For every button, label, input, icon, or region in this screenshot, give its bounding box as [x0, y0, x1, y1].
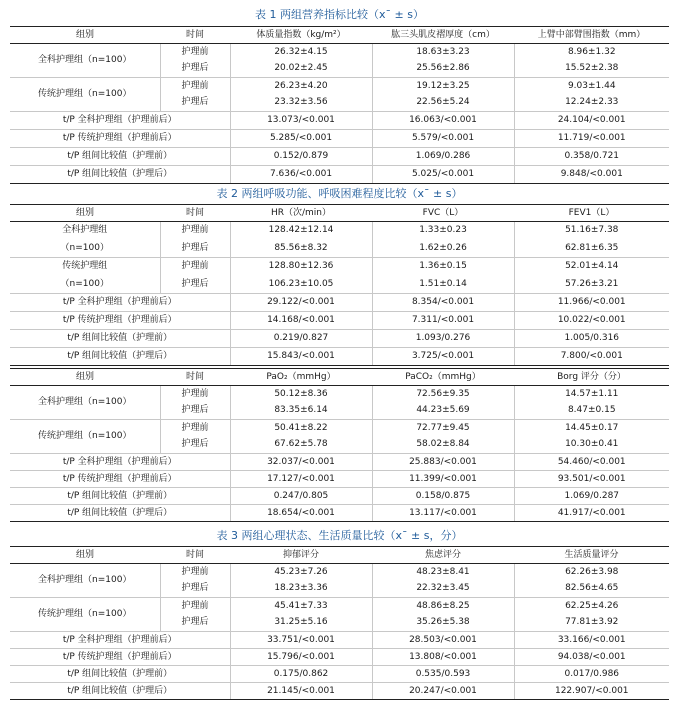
header-col2: 肱三头肌皮褶厚度（cm） — [372, 27, 514, 44]
value-cell: 1.51±0.14 — [372, 276, 514, 294]
table3-caption: 表 3 两组心理状态、生活质量比较（x¯ ± s，分） — [216, 529, 463, 542]
stat-value: 1.069/0.286 — [372, 148, 514, 166]
stat-label: t/P 传统护理组（护理前后） — [10, 649, 230, 666]
stat-label: t/P 全科护理组（护理前后） — [10, 454, 230, 471]
value-cell: 62.25±4.26 — [514, 598, 669, 615]
value-cell: 8.47±0.15 — [567, 405, 616, 416]
stat-value: 32.037/<0.001 — [230, 454, 372, 471]
stat-value: 13.117/<0.001 — [372, 505, 514, 522]
stat-value: 54.460/<0.001 — [514, 454, 669, 471]
header-col3: Borg 评分（分） — [514, 369, 669, 386]
stat-value: 0.535/0.593 — [372, 666, 514, 683]
stat-value: 11.719/<0.001 — [514, 130, 669, 148]
time-cell: 护理前 — [160, 44, 230, 61]
value-cell: 52.01±4.14 — [514, 258, 669, 276]
group-size: （n=100） — [10, 240, 160, 258]
stat-label: t/P 全科护理组（护理前后） — [10, 632, 230, 649]
time-cell: 护理后 — [160, 615, 230, 632]
group-label: 传统护理组（n=100） — [10, 598, 160, 632]
time-cell: 护理前 — [160, 222, 230, 240]
stat-value: 21.145/<0.001 — [230, 683, 372, 700]
value-cell: 128.42±12.14 — [230, 222, 372, 240]
table2-continued — [10, 368, 669, 522]
header-time: 时间 — [160, 205, 230, 222]
value-cell: 77.81±3.92 — [565, 617, 619, 628]
value-cell: 14.45±0.17 — [514, 420, 669, 437]
time-cell: 护理后 — [160, 61, 230, 78]
stat-value: 13.808/<0.001 — [372, 649, 514, 666]
value-cell: 44.23±5.69 — [372, 403, 514, 420]
time-cell: 护理前 — [160, 420, 230, 437]
stat-value: 1.093/0.276 — [372, 330, 514, 348]
stat-value: 11.399/<0.001 — [372, 471, 514, 488]
stat-value: 15.796/<0.001 — [230, 649, 372, 666]
stat-value: 7.636/<0.001 — [230, 166, 372, 184]
value-cell: 48.86±8.25 — [372, 598, 514, 615]
value-cell: 31.25±5.16 — [230, 615, 372, 632]
stat-value: 1.005/0.316 — [514, 330, 669, 348]
stat-value: 9.848/<0.001 — [514, 166, 669, 184]
value-cell: 83.35±6.14 — [230, 403, 372, 420]
value-cell: 1.36±0.15 — [372, 258, 514, 276]
stat-value: 41.917/<0.001 — [514, 505, 669, 522]
header-col2: FVC（L） — [372, 205, 514, 222]
group-size: （n=100） — [10, 276, 160, 294]
stat-label: t/P 组间比较值（护理后） — [10, 348, 230, 366]
group-name: 全科护理组 — [10, 222, 160, 240]
stat-label: t/P 传统护理组（护理前后） — [10, 312, 230, 330]
stat-value: 1.069/0.287 — [514, 488, 669, 505]
stat-value: 25.883/<0.001 — [372, 454, 514, 471]
group-label: 全科护理组（n=100） — [10, 564, 160, 598]
value-cell: 8.96±1.32 — [567, 46, 616, 57]
value-cell: 50.41±8.22 — [230, 420, 372, 437]
value-cell: 10.30±0.41 — [565, 439, 619, 450]
stat-value: 15.843/<0.001 — [230, 348, 372, 366]
header-col3: 生活质量评分 — [514, 547, 669, 564]
header-col1: PaO₂（mmHg） — [230, 369, 372, 386]
stat-value: 0.358/0.721 — [514, 148, 669, 166]
time-cell: 护理前 — [160, 78, 230, 95]
value-cell: 85.56±8.32 — [230, 240, 372, 258]
time-cell: 护理前 — [160, 598, 230, 615]
stat-label: t/P 传统护理组（护理前后） — [10, 130, 230, 148]
group-label: 传统护理组（n=100） — [10, 78, 160, 112]
value-cell: 18.63±3.23 — [372, 44, 514, 61]
stat-value: 28.503/<0.001 — [372, 632, 514, 649]
stat-value: 5.025/<0.001 — [372, 166, 514, 184]
value-cell: 1.62±0.26 — [372, 240, 514, 258]
stat-label: t/P 组间比较值（护理前） — [10, 330, 230, 348]
header-col1: 抑郁评分 — [230, 547, 372, 564]
header-time: 时间 — [160, 547, 230, 564]
stat-label: t/P 全科护理组（护理前后） — [10, 294, 230, 312]
value-cell: 57.26±3.21 — [565, 278, 619, 289]
header-time: 时间 — [160, 369, 230, 386]
stat-value: 8.354/<0.001 — [372, 294, 514, 312]
header-col2: 焦虑评分 — [372, 547, 514, 564]
time-cell: 护理前 — [160, 258, 230, 276]
header-group: 组别 — [10, 205, 160, 222]
value-cell: 128.80±12.36 — [230, 258, 372, 276]
time-cell: 护理前 — [160, 386, 230, 403]
time-cell: 护理后 — [160, 276, 230, 294]
value-cell: 51.16±7.38 — [565, 225, 619, 236]
value-cell: 26.23±4.20 — [230, 78, 372, 95]
value-cell: 1.33±0.23 — [372, 222, 514, 240]
stat-label: t/P 全科护理组（护理前后） — [10, 112, 230, 130]
stat-value: 16.063/<0.001 — [372, 112, 514, 130]
value-cell: 9.03±1.44 — [514, 78, 669, 95]
value-cell: 72.77±9.45 — [372, 420, 514, 437]
value-cell: 23.32±3.56 — [230, 95, 372, 112]
header-col2: PaCO₂（mmHg） — [372, 369, 514, 386]
time-cell: 护理后 — [160, 581, 230, 598]
value-cell: 19.12±3.25 — [372, 78, 514, 95]
header-group: 组别 — [10, 547, 160, 564]
value-cell: 26.32±4.15 — [230, 44, 372, 61]
stat-label: t/P 组间比较值（护理前） — [10, 488, 230, 505]
stat-label: t/P 组间比较值（护理后） — [10, 505, 230, 522]
header-col3: 上臂中部臂围指数（mm） — [514, 27, 669, 44]
value-cell: 35.26±5.38 — [372, 615, 514, 632]
value-cell: 12.24±2.33 — [565, 97, 619, 108]
stat-value: 0.152/0.879 — [230, 148, 372, 166]
stat-value: 3.725/<0.001 — [372, 348, 514, 366]
stat-value: 122.907/<0.001 — [514, 683, 669, 700]
value-cell: 58.02±8.84 — [372, 437, 514, 454]
stat-value: 11.966/<0.001 — [514, 294, 669, 312]
value-cell: 72.56±9.35 — [372, 386, 514, 403]
stat-value: 33.166/<0.001 — [514, 632, 669, 649]
table2 — [10, 204, 669, 366]
time-cell: 护理后 — [160, 437, 230, 454]
stat-label: t/P 传统护理组（护理前后） — [10, 471, 230, 488]
table1-caption: 表 1 两组营养指标比较（x¯ ± s） — [255, 8, 424, 21]
stat-label: t/P 组间比较值（护理后） — [10, 683, 230, 700]
stat-value: 0.158/0.875 — [372, 488, 514, 505]
value-cell: 62.81±6.35 — [565, 242, 619, 253]
header-group: 组别 — [10, 369, 160, 386]
value-cell: 106.23±10.05 — [230, 276, 372, 294]
stat-value: 0.219/0.827 — [230, 330, 372, 348]
value-cell: 25.56±2.86 — [372, 61, 514, 78]
stat-value: 18.654/<0.001 — [230, 505, 372, 522]
value-cell: 22.56±5.24 — [372, 95, 514, 112]
group-label: 全科护理组（n=100） — [10, 44, 160, 78]
value-cell: 22.32±3.45 — [372, 581, 514, 598]
stat-value: 0.017/0.986 — [514, 666, 669, 683]
stat-value: 33.751/<0.001 — [230, 632, 372, 649]
value-cell: 62.26±3.98 — [565, 566, 619, 577]
stat-value: 10.022/<0.001 — [514, 312, 669, 330]
stat-value: 5.579/<0.001 — [372, 130, 514, 148]
header-col1: HR（次/min） — [230, 205, 372, 222]
stat-value: 24.104/<0.001 — [514, 112, 669, 130]
stat-label: t/P 组间比较值（护理前） — [10, 666, 230, 683]
stat-value: 94.038/<0.001 — [514, 649, 669, 666]
time-cell: 护理后 — [160, 95, 230, 112]
value-cell: 15.52±2.38 — [565, 63, 619, 74]
stat-value: 7.800/<0.001 — [514, 348, 669, 366]
time-cell: 护理后 — [160, 240, 230, 258]
stat-value: 17.127/<0.001 — [230, 471, 372, 488]
value-cell: 50.12±8.36 — [230, 386, 372, 403]
table3 — [10, 546, 669, 700]
stat-label: t/P 组间比较值（护理前） — [10, 148, 230, 166]
stat-value: 0.175/0.862 — [230, 666, 372, 683]
value-cell: 18.23±3.36 — [230, 581, 372, 598]
time-cell: 护理前 — [160, 564, 230, 581]
stat-value: 5.285/<0.001 — [230, 130, 372, 148]
stat-value: 13.073/<0.001 — [230, 112, 372, 130]
stat-value: 20.247/<0.001 — [372, 683, 514, 700]
stat-label: t/P 组间比较值（护理后） — [10, 166, 230, 184]
value-cell: 48.23±8.41 — [372, 564, 514, 581]
table2-caption: 表 2 两组呼吸功能、呼吸困难程度比较（x¯ ± s） — [216, 187, 463, 200]
header-group: 组别 — [10, 27, 160, 44]
value-cell: 14.57±1.11 — [565, 388, 619, 399]
value-cell: 82.56±4.65 — [565, 583, 619, 594]
header-col3: FEV1（L） — [514, 205, 669, 222]
value-cell: 45.23±7.26 — [230, 564, 372, 581]
header-time: 时间 — [160, 27, 230, 44]
group-label: 传统护理组（n=100） — [10, 420, 160, 454]
stat-value: 29.122/<0.001 — [230, 294, 372, 312]
group-name: 传统护理组 — [10, 258, 160, 276]
table1 — [10, 26, 669, 184]
time-cell: 护理后 — [160, 403, 230, 420]
group-label: 全科护理组（n=100） — [10, 386, 160, 420]
stat-value: 93.501/<0.001 — [514, 471, 669, 488]
value-cell: 45.41±7.33 — [230, 598, 372, 615]
stat-value: 0.247/0.805 — [230, 488, 372, 505]
stat-value: 7.311/<0.001 — [372, 312, 514, 330]
value-cell: 67.62±5.78 — [230, 437, 372, 454]
value-cell: 20.02±2.45 — [230, 61, 372, 78]
stat-value: 14.168/<0.001 — [230, 312, 372, 330]
header-col1: 体质量指数（kg/m²） — [230, 27, 372, 44]
